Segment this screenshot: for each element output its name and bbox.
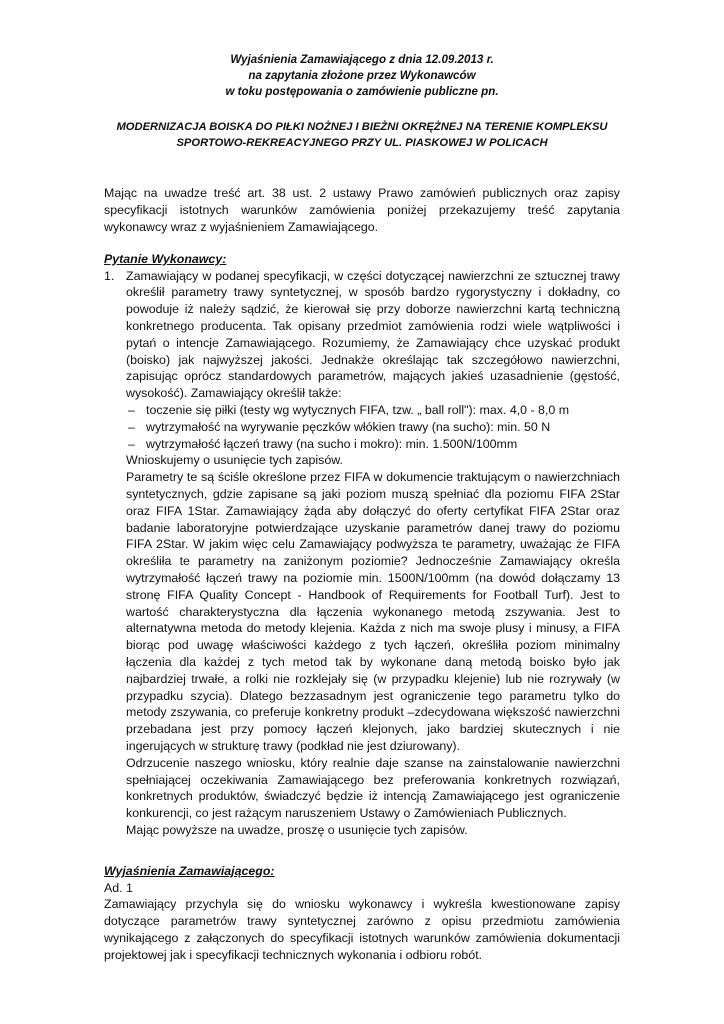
list-item <box>126 419 620 436</box>
answer-reference: Ad. 1 <box>104 880 133 895</box>
question-item <box>104 268 620 839</box>
procurement-title: MODERNIZACJA BOISKA DO PIŁKI NOŻNEJ I BIEŻNI OKRĘŻNEJ NA TERENIE KOMPLEKSU SPORTOWO-REKREACYJNEGO PRZY UL. PIASKOWEJ W POLICACH <box>116 120 608 150</box>
intro-paragraph: Mając na uwadze treść art. 38 ust. 2 ustawy Prawo zamówień publicznych oraz zapisy specyfikacji istotnych warunków zamówienia poniżej przekazujemy treść zapytania wykonawcy wraz z wyjaśnieniem Zamawiającego. <box>104 186 620 235</box>
header-line-questions: na zapytania złożone przez Wykonawców <box>248 69 476 83</box>
question-paragraph-3: Odrzucenie naszego wniosku, który realnie daje szanse na zainstalowanie nawierzchni spełniającej oczekiwania Zamawiającego bez preferowania konkretnych rozwiązań, konkretnych produktów, świadczyć będzie iż intencją Zamawiającego jest ograniczenie konkurencji, co jest rażącym naruszeniem Ustawy o Zamówieniach Publicznych. <box>126 755 620 821</box>
question-request: Wnioskujemy o usunięcie tych zapisów. <box>126 453 343 468</box>
answer-text: Zamawiający przychyla się do wniosku wykonawcy i wykreśla kwestionowane zapisy dotyczące parametrów trawy syntetycznej zarówno z opisu przedmiotu zamówienia wynikającego z załączonych do specyfikacji istotnych warunków zamówienia dokumentacji projektowej jak i specyfikacji technicznych wykonania i odbioru robót. <box>104 897 620 962</box>
answer-heading: Wyjaśnienia Zamawiającego: <box>104 863 275 878</box>
question-closing: Mając powyższe na uwadze, proszę o usunięcie tych zapisów. <box>126 822 468 837</box>
header-line-date: Wyjaśnienia Zamawiającego z dnia 12.09.2013 r. <box>230 53 494 66</box>
list-item <box>126 436 620 453</box>
document-header <box>104 52 620 101</box>
dash-bullet-icon: – <box>128 402 135 417</box>
list-item-text: wytrzymałość na wyrywanie pęczków włókien trawy (na sucho): min. 50 N <box>146 419 551 434</box>
list-item-text: toczenie się piłki (testy wg wytycznych FIFA, tzw. „ ball roll"): max. 4,0 - 8,0 m <box>146 402 570 417</box>
question-paragraph-1: Zamawiający w podanej specyfikacji, w części dotyczącej nawierzchni ze sztucznej trawy określił parametry trawy syntetycznej, w sposób bardzo rygorystyczny i dokładny, co powoduje iż należy sądzić, że kierował się przy doborze nawierzchni kartą techniczną konkretnego producenta. Tak opisany przedmiot zamówienia rodzi wiele wątpliwości i pytań o intencje Zamawiającego. Rozumiemy, że Zamawiający chce uzyskać produkt (boisko) jak najwyższej jakości. Jednakże określając tak szczegółowo nawierzchni, zapisując oprócz standardowych parametrów, mających jakieś uzasadnienie (gęstość, wysokość). Zamawiający określił także: <box>126 268 620 401</box>
list-item-text: wytrzymałość łączeń trawy (na sucho i mokro): min. 1.500N/100mm <box>146 436 518 451</box>
parameter-list <box>126 402 620 452</box>
dash-bullet-icon: – <box>128 436 135 451</box>
dash-bullet-icon: – <box>128 419 135 434</box>
list-item <box>126 402 620 419</box>
question-paragraph-2: Parametry te są ściśle określone przez FIFA w dokumencie traktującym o nawierzchniach syntetycznych, gdzie zapisane są jaki poziom muszą spełniać dla poziomu FIFA 2Star oraz FIFA 1Star. Zamawiający żąda aby dołączyć do oferty certyfikat FIFA 2Star oraz badanie laboratoryjne potwierdzające uzyskanie parametrów danej trawy do poziomu FIFA 2Star. W jakim więc celu Zamawiający podwyższa te parametry, uważając że FIFA określiła te parametry na zaniżonym poziomie? Jednocześnie Zamawiający określa wytrzymałość łączeń trawy na poziomie min. 1500N/100mm (na dowód dołączamy 13 stronę FIFA Quality Concept - Handbook of Requirements for Football Turf). Jest to wartość charakterystyczna dla łączenia wykonanego metodą zszywania. Jest to alternatywna metoda do metody klejenia. Każda z nich ma swoje plusy i minusy, a FIFA biorąc pod uwagę właściwości każdego z tych łączeń, określiła poziom minimalny łączenia dla każdej z tych metod tak by wykonane daną metodą boisko było jak najbardziej trwałe, a rolki nie rozklejały się (w przypadku klejenie) lub nie rozrywały (w przypadku szycia). Dlatego bezzasadnym jest ograniczenie tego parametru tylko do metody zszywania, co preferuje konkretny produkt –zdecydowana większość nawierzchni przebadana jest przy pomocy łączeń klejonych, jako bardziej skutecznych i nie ingerujących w strukturę trawy (podkład nie jest dziurowany). <box>126 470 620 753</box>
question-number: 1. <box>104 268 115 283</box>
header-line-procedure: w toku postępowania o zamówienie publiczne pn. <box>225 85 499 99</box>
question-heading: Pytanie Wykonawcy: <box>104 251 227 266</box>
